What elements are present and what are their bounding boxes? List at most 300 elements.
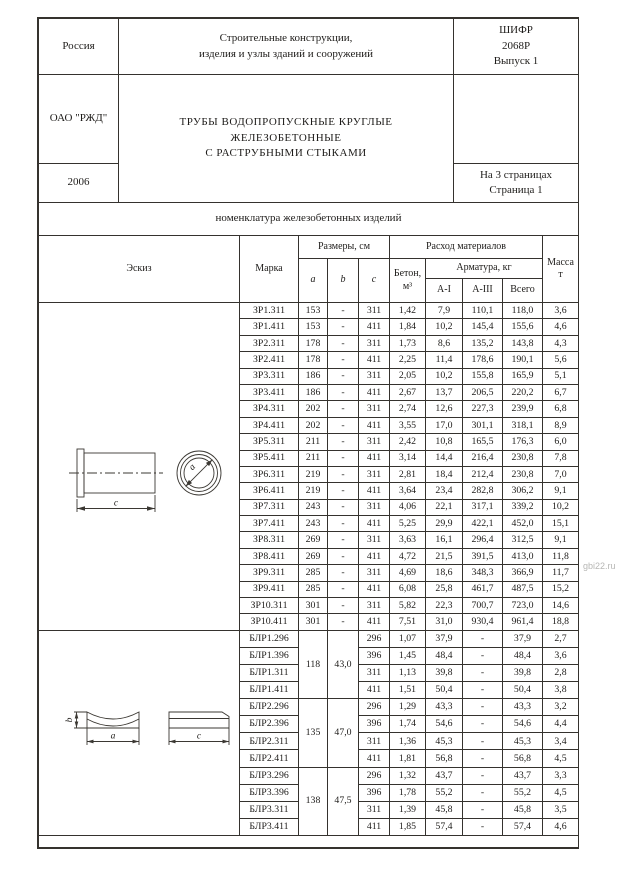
mass-cell: 3,6 (543, 303, 579, 319)
rebar-total-cell: 54,6 (503, 716, 543, 733)
col-header-rebar-total: Всего (503, 279, 543, 303)
mass-cell: 14,6 (543, 598, 579, 614)
col-header-mark: Марка (240, 236, 299, 303)
mass-cell: 3,5 (543, 801, 579, 818)
dim-b-cell: - (328, 516, 359, 532)
concrete-cell: 1,42 (390, 303, 426, 319)
concrete-cell: 1,84 (390, 319, 426, 335)
concrete-cell: 1,85 (390, 818, 426, 835)
mass-cell: 11,8 (543, 548, 579, 564)
rebar-ai-cell: 23,4 (426, 483, 463, 499)
rebar-ai-cell: 17,0 (426, 417, 463, 433)
concrete-cell: 1,74 (390, 716, 426, 733)
mass-cell: 7,0 (543, 466, 579, 482)
rebar-ai-cell: 10,2 (426, 368, 463, 384)
mark-cell: ЗР1.311 (240, 303, 299, 319)
rebar-aiii-cell: 282,8 (463, 483, 503, 499)
block-length-label: c (196, 731, 201, 742)
rebar-aiii-cell: 301,1 (463, 417, 503, 433)
rebar-aiii-cell: 227,3 (463, 401, 503, 417)
mark-cell: ЗР4.411 (240, 417, 299, 433)
rebar-ai-cell: 14,4 (426, 450, 463, 466)
concrete-cell: 4,06 (390, 499, 426, 515)
dim-b-cell: - (328, 384, 359, 400)
rebar-total-cell: 43,7 (503, 767, 543, 784)
cipher-code: 2068Р (501, 39, 531, 52)
rebar-ai-cell: 18,6 (426, 565, 463, 581)
rebar-total-cell: 45,8 (503, 801, 543, 818)
mass-cell: 3,4 (543, 733, 579, 750)
rebar-total-cell: 118,0 (503, 303, 543, 319)
pages-cell (454, 164, 579, 203)
dim-a-cell: 118 (299, 630, 328, 698)
table-row (39, 630, 579, 647)
rebar-total-cell: 220,2 (503, 384, 543, 400)
product-title-line2: ЖЕЛЕЗОБЕТОННЫЕ (230, 131, 342, 144)
rebar-total-cell: 57,4 (503, 818, 543, 835)
rebar-ai-cell: 10,8 (426, 434, 463, 450)
concrete-cell: 5,82 (390, 598, 426, 614)
col-header-dim-b: b (328, 259, 359, 303)
rebar-aiii-cell: 216,4 (463, 450, 503, 466)
dim-a-cell: 211 (299, 450, 328, 466)
rebar-aiii-cell: 700,7 (463, 598, 503, 614)
rebar-total-cell: 339,2 (503, 499, 543, 515)
col-header-materials: Расход материалов (390, 236, 543, 259)
concrete-cell: 2,42 (390, 434, 426, 450)
rebar-total-cell: 143,8 (503, 335, 543, 351)
dim-c-cell: 311 (359, 801, 390, 818)
rebar-ai-cell: 22,3 (426, 598, 463, 614)
rebar-total-cell: 37,9 (503, 630, 543, 647)
product-title-line3: С РАСТРУБНЫМИ СТЫКАМИ (205, 147, 367, 160)
concrete-cell: 1,78 (390, 784, 426, 801)
dim-c-cell: 311 (359, 733, 390, 750)
year-cell: 2006 (39, 164, 119, 203)
mass-cell: 4,6 (543, 818, 579, 835)
block-width-label: a (110, 731, 115, 742)
dim-a-cell: 219 (299, 466, 328, 482)
dim-a-cell: 202 (299, 417, 328, 433)
dim-a-cell: 178 (299, 335, 328, 351)
mass-cell: 6,7 (543, 384, 579, 400)
mark-cell: ЗР2.311 (240, 335, 299, 351)
dim-c-cell: 311 (359, 565, 390, 581)
rebar-aiii-cell: 110,1 (463, 303, 503, 319)
rebar-total-cell: 413,0 (503, 548, 543, 564)
concrete-cell: 2,05 (390, 368, 426, 384)
rebar-total-cell: 230,8 (503, 466, 543, 482)
concrete-cell: 3,55 (390, 417, 426, 433)
dim-c-cell: 411 (359, 417, 390, 433)
rebar-total-cell: 45,3 (503, 733, 543, 750)
series-title-cell (119, 19, 454, 75)
rebar-total-cell: 43,3 (503, 699, 543, 716)
rebar-aiii-cell: - (463, 665, 503, 682)
dim-b-cell: - (328, 434, 359, 450)
mark-cell: БЛР2.396 (240, 716, 299, 733)
mass-cell: 4,3 (543, 335, 579, 351)
rebar-ai-cell: 7,9 (426, 303, 463, 319)
saddle-block-drawing (47, 697, 232, 772)
rebar-aiii-cell: 422,1 (463, 516, 503, 532)
concrete-cell: 3,14 (390, 450, 426, 466)
dim-a-cell: 178 (299, 352, 328, 368)
concrete-cell: 4,69 (390, 565, 426, 581)
dim-a-cell: 186 (299, 384, 328, 400)
rebar-ai-cell: 11,4 (426, 352, 463, 368)
cipher-issue: Выпуск 1 (493, 55, 539, 68)
rebar-aiii-cell: 145,4 (463, 319, 503, 335)
rebar-aiii-cell: 135,2 (463, 335, 503, 351)
rebar-ai-cell: 56,8 (426, 750, 463, 767)
rebar-total-cell: 55,2 (503, 784, 543, 801)
dim-c-cell: 411 (359, 682, 390, 699)
mark-cell: ЗР1.411 (240, 319, 299, 335)
mark-cell: БЛР3.311 (240, 801, 299, 818)
concrete-cell: 7,51 (390, 614, 426, 630)
mark-cell: БЛР1.411 (240, 682, 299, 699)
concrete-label-line2: м³ (402, 280, 413, 292)
dim-a-cell: 285 (299, 565, 328, 581)
mass-cell: 6,0 (543, 434, 579, 450)
arrowhead (77, 506, 85, 511)
mark-cell: ЗР10.411 (240, 614, 299, 630)
dim-b-cell: - (328, 368, 359, 384)
concrete-cell: 1,07 (390, 630, 426, 647)
dim-b-cell: - (328, 417, 359, 433)
rebar-aiii-cell: 348,3 (463, 565, 503, 581)
rebar-ai-cell: 50,4 (426, 682, 463, 699)
col-header-mass (543, 236, 579, 303)
dim-a-cell: 269 (299, 548, 328, 564)
mass-cell: 10,2 (543, 499, 579, 515)
dim-b-cell: - (328, 335, 359, 351)
rebar-aiii-cell: 212,4 (463, 466, 503, 482)
rebar-total-cell: 165,9 (503, 368, 543, 384)
rebar-ai-cell: 8,6 (426, 335, 463, 351)
rebar-total-cell: 961,4 (503, 614, 543, 630)
concrete-cell: 1,39 (390, 801, 426, 818)
concrete-cell: 1,13 (390, 665, 426, 682)
rebar-ai-cell: 43,7 (426, 767, 463, 784)
dim-a-cell: 269 (299, 532, 328, 548)
rebar-total-cell: 190,1 (503, 352, 543, 368)
dim-c-cell: 411 (359, 483, 390, 499)
rebar-total-cell: 306,2 (503, 483, 543, 499)
mark-cell: ЗР3.411 (240, 384, 299, 400)
dim-b-cell: - (328, 466, 359, 482)
dim-a-cell: 219 (299, 483, 328, 499)
col-header-rebar-aiii: А-III (463, 279, 503, 303)
rebar-ai-cell: 45,3 (426, 733, 463, 750)
mark-cell: ЗР7.411 (240, 516, 299, 532)
rebar-total-cell: 48,4 (503, 647, 543, 664)
dim-c-cell: 411 (359, 818, 390, 835)
rebar-aiii-cell: 165,5 (463, 434, 503, 450)
dim-c-cell: 396 (359, 647, 390, 664)
dim-b-cell: - (328, 548, 359, 564)
rebar-total-cell: 155,6 (503, 319, 543, 335)
mark-cell: ЗР9.411 (240, 581, 299, 597)
mark-cell: БЛР1.311 (240, 665, 299, 682)
block-inner-arc (87, 719, 139, 726)
dim-b-cell: - (328, 614, 359, 630)
dim-c-cell: 411 (359, 352, 390, 368)
rebar-aiii-cell: - (463, 818, 503, 835)
rebar-ai-cell: 16,1 (426, 532, 463, 548)
mass-cell: 18,8 (543, 614, 579, 630)
rebar-total-cell: 366,9 (503, 565, 543, 581)
arrowhead (74, 712, 78, 719)
rebar-aiii-cell: 178,6 (463, 352, 503, 368)
rebar-total-cell: 239,9 (503, 401, 543, 417)
mass-cell: 9,1 (543, 532, 579, 548)
dim-c-cell: 411 (359, 384, 390, 400)
mark-cell: БЛР2.411 (240, 750, 299, 767)
rebar-aiii-cell: - (463, 716, 503, 733)
rebar-total-cell: 723,0 (503, 598, 543, 614)
mass-cell: 5,6 (543, 352, 579, 368)
mass-cell: 4,4 (543, 716, 579, 733)
dim-c-cell: 311 (359, 499, 390, 515)
mark-cell: БЛР1.396 (240, 647, 299, 664)
mark-cell: ЗР2.411 (240, 352, 299, 368)
dim-c-cell: 396 (359, 784, 390, 801)
mass-cell: 4,6 (543, 319, 579, 335)
dim-b-cell: - (328, 352, 359, 368)
rebar-aiii-cell: - (463, 784, 503, 801)
dim-c-cell: 411 (359, 548, 390, 564)
mark-cell: ЗР5.311 (240, 434, 299, 450)
nomenclature-tbody (39, 303, 579, 848)
rebar-total-cell: 312,5 (503, 532, 543, 548)
nomenclature-table (38, 235, 579, 848)
mark-cell: ЗР3.311 (240, 368, 299, 384)
dim-c-cell: 411 (359, 581, 390, 597)
rebar-aiii-cell: - (463, 699, 503, 716)
rebar-aiii-cell: - (463, 682, 503, 699)
rebar-aiii-cell: - (463, 801, 503, 818)
rebar-aiii-cell: 155,8 (463, 368, 503, 384)
concrete-label-line1: Бетон, (393, 268, 422, 279)
block-height-label: b (64, 717, 75, 723)
mark-cell: ЗР5.411 (240, 450, 299, 466)
mass-cell: 4,5 (543, 750, 579, 767)
mass-cell: 3,3 (543, 767, 579, 784)
rebar-aiii-cell: - (463, 767, 503, 784)
dim-b-cell: 47,5 (328, 767, 359, 835)
arrowhead (132, 739, 139, 743)
cipher-label: ШИФР (499, 24, 533, 37)
dim-c-cell: 311 (359, 665, 390, 682)
rebar-aiii-cell: - (463, 750, 503, 767)
concrete-cell: 1,45 (390, 647, 426, 664)
dim-c-cell: 311 (359, 532, 390, 548)
rebar-total-cell: 487,5 (503, 581, 543, 597)
concrete-cell: 2,74 (390, 401, 426, 417)
mass-cell: 4,5 (543, 784, 579, 801)
empty-header-cell (454, 75, 579, 164)
rebar-ai-cell: 37,9 (426, 630, 463, 647)
mass-cell: 15,1 (543, 516, 579, 532)
mass-label-line1: Масса (547, 256, 574, 268)
concrete-cell: 6,08 (390, 581, 426, 597)
dim-a-cell: 243 (299, 516, 328, 532)
dim-a-cell: 301 (299, 598, 328, 614)
rebar-ai-cell: 45,8 (426, 801, 463, 818)
mass-cell: 3,8 (543, 682, 579, 699)
dim-c-cell: 411 (359, 319, 390, 335)
rebar-ai-cell: 57,4 (426, 818, 463, 835)
dim-a-cell: 138 (299, 767, 328, 835)
col-header-dimensions: Размеры, см (299, 236, 390, 259)
pipe-sketch-cell (39, 303, 240, 631)
concrete-cell: 1,51 (390, 682, 426, 699)
dim-b-cell: - (328, 598, 359, 614)
dim-b-cell: - (328, 581, 359, 597)
arrowhead (169, 739, 176, 743)
block-side-outline (169, 712, 229, 728)
mass-cell: 5,1 (543, 368, 579, 384)
dim-c-cell: 411 (359, 614, 390, 630)
dim-c-cell: 311 (359, 401, 390, 417)
concrete-cell: 3,64 (390, 483, 426, 499)
mark-cell: ЗР8.411 (240, 548, 299, 564)
dim-c-cell: 311 (359, 303, 390, 319)
rebar-aiii-cell: 317,1 (463, 499, 503, 515)
mass-cell: 7,8 (543, 450, 579, 466)
rebar-ai-cell: 12,6 (426, 401, 463, 417)
rebar-total-cell: 50,4 (503, 682, 543, 699)
concrete-cell: 2,81 (390, 466, 426, 482)
rebar-aiii-cell: 296,4 (463, 532, 503, 548)
dim-c-cell: 411 (359, 750, 390, 767)
mass-cell: 15,2 (543, 581, 579, 597)
mass-cell: 3,6 (543, 647, 579, 664)
dim-b-cell: - (328, 565, 359, 581)
rebar-ai-cell: 25,8 (426, 581, 463, 597)
rebar-ai-cell: 22,1 (426, 499, 463, 515)
mass-cell: 2,8 (543, 665, 579, 682)
rebar-ai-cell: 18,4 (426, 466, 463, 482)
mark-cell: ЗР6.411 (240, 483, 299, 499)
dim-a-cell: 135 (299, 699, 328, 767)
concrete-cell: 3,63 (390, 532, 426, 548)
mass-cell: 11,7 (543, 565, 579, 581)
rebar-total-cell: 39,8 (503, 665, 543, 682)
rebar-total-cell: 56,8 (503, 750, 543, 767)
dim-b-cell: 43,0 (328, 630, 359, 698)
dim-c-cell: 311 (359, 368, 390, 384)
mass-label-line2: т (558, 269, 563, 280)
col-header-dim-c: c (359, 259, 390, 303)
dim-a-cell: 202 (299, 401, 328, 417)
rebar-aiii-cell: - (463, 733, 503, 750)
dim-b-cell: - (328, 303, 359, 319)
rebar-ai-cell: 21,5 (426, 548, 463, 564)
concrete-cell: 5,25 (390, 516, 426, 532)
dim-b-cell: - (328, 319, 359, 335)
dim-a-cell: 153 (299, 319, 328, 335)
block-sketch-cell (39, 630, 240, 835)
watermark: gbi22.ru (583, 561, 616, 571)
concrete-cell: 1,32 (390, 767, 426, 784)
col-header-dim-a: a (299, 259, 328, 303)
dim-c-cell: 296 (359, 630, 390, 647)
rebar-total-cell: 176,3 (503, 434, 543, 450)
rebar-aiii-cell: 461,7 (463, 581, 503, 597)
dim-a-cell: 285 (299, 581, 328, 597)
country-cell: Россия (39, 19, 119, 75)
rebar-total-cell: 230,8 (503, 450, 543, 466)
concrete-cell: 2,67 (390, 384, 426, 400)
concrete-cell: 1,36 (390, 733, 426, 750)
concrete-cell: 1,73 (390, 335, 426, 351)
mass-cell: 6,8 (543, 401, 579, 417)
rebar-aiii-cell: 391,5 (463, 548, 503, 564)
dim-b-cell: - (328, 450, 359, 466)
series-title-line2: изделия и узлы зданий и сооружений (198, 47, 374, 60)
dim-c-cell: 411 (359, 516, 390, 532)
dim-a-cell: 211 (299, 434, 328, 450)
dim-c-cell: 311 (359, 466, 390, 482)
rebar-aiii-cell: - (463, 647, 503, 664)
arrowhead (222, 739, 229, 743)
concrete-cell: 4,72 (390, 548, 426, 564)
mass-cell: 2,7 (543, 630, 579, 647)
product-title-cell (119, 75, 454, 203)
rebar-ai-cell: 43,3 (426, 699, 463, 716)
section-title: номенклатура железобетонных изделий (39, 203, 579, 236)
rebar-total-cell: 452,0 (503, 516, 543, 532)
rebar-aiii-cell: 206,5 (463, 384, 503, 400)
dim-a-cell: 301 (299, 614, 328, 630)
table-row (39, 303, 579, 319)
col-header-rebar-ai: А-I (426, 279, 463, 303)
rebar-ai-cell: 48,4 (426, 647, 463, 664)
pipe-diameter-label: a (186, 462, 198, 473)
dim-a-cell: 153 (299, 303, 328, 319)
series-title-line1: Строительные конструкции, (219, 32, 353, 45)
concrete-cell: 2,25 (390, 352, 426, 368)
page-number: Страница 1 (489, 184, 543, 196)
rebar-ai-cell: 10,2 (426, 319, 463, 335)
dim-b-cell: - (328, 532, 359, 548)
mass-cell: 8,9 (543, 417, 579, 433)
col-header-sketch: Эскиз (39, 236, 240, 303)
mark-cell: ЗР9.311 (240, 565, 299, 581)
arrowhead (74, 721, 78, 728)
pipe-drawing (47, 433, 232, 533)
dim-a-cell: 186 (299, 368, 328, 384)
empty-bottom-cell (39, 835, 579, 847)
mark-cell: БЛР2.296 (240, 699, 299, 716)
col-header-concrete (390, 259, 426, 303)
dim-c-cell: 296 (359, 767, 390, 784)
dim-c-cell: 296 (359, 699, 390, 716)
col-header-reinforcement: Арматура, кг (426, 259, 543, 279)
mark-cell: БЛР3.296 (240, 767, 299, 784)
mark-cell: ЗР8.311 (240, 532, 299, 548)
cipher-cell (454, 19, 579, 75)
dim-c-cell: 311 (359, 598, 390, 614)
concrete-cell: 1,29 (390, 699, 426, 716)
dim-b-cell: - (328, 499, 359, 515)
empty-bottom-row (39, 835, 579, 847)
concrete-cell: 1,81 (390, 750, 426, 767)
dim-c-cell: 311 (359, 335, 390, 351)
